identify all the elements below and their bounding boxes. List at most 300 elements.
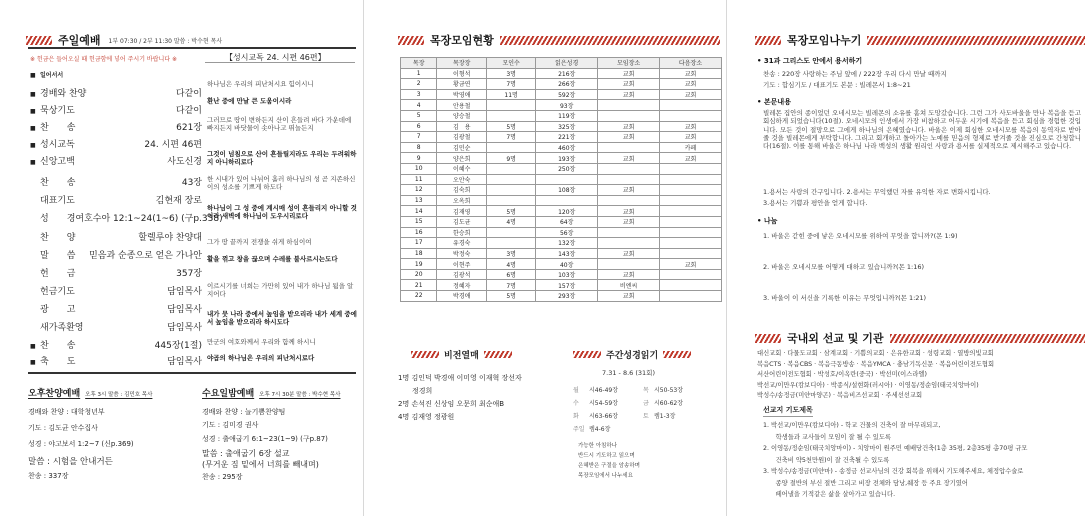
bullet-icon: ■: [30, 343, 36, 350]
table-row: [401, 238, 722, 249]
order-item: [30, 70, 202, 79]
order-item: [30, 266, 202, 279]
table-cell: [487, 142, 536, 153]
table-cell: 오안숙: [437, 174, 487, 185]
table-row: [401, 142, 722, 153]
stripe-deco: [663, 351, 691, 358]
divider: [28, 47, 356, 49]
group-table: [400, 57, 722, 302]
sharing-title-text: 목장모임나누기: [787, 34, 862, 47]
point-line: 3.용서는 기쁨과 평안을 얻게 합니다.: [763, 199, 868, 207]
order-label: [30, 302, 75, 315]
reading-day: 토: [643, 413, 649, 420]
table-cell: 7명: [487, 132, 536, 143]
table-cell: 안용철: [437, 100, 487, 111]
groups-title-text: 목장모임현황: [430, 34, 494, 47]
table-cell: [487, 238, 536, 249]
table-cell: 293장: [536, 291, 598, 302]
table-row: [401, 291, 722, 302]
order-item: [30, 137, 202, 150]
table-cell: 93장: [536, 100, 598, 111]
order-item: [30, 338, 202, 351]
table-header-cell: 모인수: [487, 58, 536, 69]
order-label: [30, 193, 75, 206]
vision-line: 4명 김재영 정광원: [398, 413, 455, 421]
bullet-icon: ■: [30, 72, 36, 79]
order-label-text: 새가족환영: [40, 323, 84, 333]
wednesday-line: (무거운 짐 밑에서 너희를 빼내며): [202, 460, 319, 469]
table-cell: 박정숙: [437, 248, 487, 259]
order-label-text: 일어서서: [40, 72, 64, 79]
table-cell: 20: [401, 269, 437, 280]
table-cell: 정혜자: [437, 280, 487, 291]
bullet-icon: ■: [30, 108, 36, 115]
table-cell: 12: [401, 185, 437, 196]
table-cell: [660, 163, 722, 174]
order-item: [30, 302, 202, 315]
table-cell: 9: [401, 153, 437, 164]
prayer-line: 1. 박선교/이만우(캄보디아) - 학교 건물의 건축이 잘 마무리되고,: [763, 422, 941, 429]
table-row: [401, 195, 722, 206]
table-cell: 143장: [536, 248, 598, 259]
vision-line: 1명 김인덕 박경애 이미영 이재혁 장선자: [398, 374, 522, 382]
reading-line: 그것이 넘침으로 산이 흔들릴지라도 우리는 두려워하지 아니하리로다: [207, 150, 357, 166]
point-line: 1.용서는 사랑의 간구입니다. 2.용서는 무익했던 자를 유익한 자로 변화시킵니다.: [763, 188, 991, 196]
order-item: [30, 193, 202, 206]
order-label: [30, 120, 75, 133]
table-cell: 16: [401, 227, 437, 238]
order-value: 할렐루야 찬양대: [138, 233, 202, 243]
table-row: [401, 259, 722, 270]
table-cell: 김민순: [437, 142, 487, 153]
prayer-line: 2. 이영동/정순임(태국치앙마이) - 치앙마이 원주민 예배당건축(1층 35평, 2층35평 총70평 규모: [763, 445, 1028, 452]
mission-line: 서산어린이전도협회 · 박성호/이옥란(중국) · 박선미(이스라엘): [757, 371, 927, 378]
table-cell: 11: [401, 174, 437, 185]
share-question: 3. 바울이 이 서신을 기록한 이유는 무엇입니까?(몬 1:21): [763, 294, 927, 302]
group-table-body: [401, 68, 722, 301]
table-cell: 양은희: [437, 153, 487, 164]
table-cell: 박경애: [437, 291, 487, 302]
table-cell: 교회: [598, 79, 660, 90]
order-item: [30, 175, 202, 188]
afternoon-sub: 오후 3시 말씀 : 김민호 목사: [85, 392, 153, 398]
bullet-icon: ■: [30, 125, 36, 132]
table-row: [401, 185, 722, 196]
reading-chapter: 시63-66장: [589, 413, 619, 420]
table-cell: 21: [401, 280, 437, 291]
table-cell: 유경숙: [437, 238, 487, 249]
table-cell: 김재영: [437, 206, 487, 217]
table-cell: 18: [401, 248, 437, 259]
table-cell: 132장: [536, 238, 598, 249]
order-item: [30, 230, 202, 243]
table-cell: 64장: [536, 216, 598, 227]
reading-day: 화: [573, 413, 579, 420]
table-cell: 8: [401, 142, 437, 153]
table-cell: 박영애: [437, 89, 487, 100]
table-cell: 교회: [598, 185, 660, 196]
order-label-text: 성 경: [40, 214, 76, 224]
stripe-deco: [755, 36, 781, 45]
stripe-deco: [890, 334, 1086, 343]
afternoon-line: 경배와 찬양 : 대학청년부: [28, 408, 105, 416]
order-value: 다같이: [175, 106, 202, 116]
reading-line: 그가 땅 끝까지 전쟁을 쉬게 하심이여: [207, 238, 312, 246]
table-row: [401, 216, 722, 227]
order-value: 43장: [181, 178, 202, 188]
order-label-text: 찬 송: [40, 123, 76, 133]
table-cell: [660, 238, 722, 249]
table-row: [401, 280, 722, 291]
table-cell: 김광철: [437, 132, 487, 143]
stripe-deco: [755, 334, 781, 343]
table-cell: 5명: [487, 206, 536, 217]
table-cell: [660, 206, 722, 217]
table-cell: 325장: [536, 121, 598, 132]
order-label: [30, 137, 75, 150]
table-cell: 592장: [536, 89, 598, 100]
table-cell: 교회: [598, 206, 660, 217]
content-text: 빌레몬 집안의 종이었던 오네시모는 빌레몬의 소유를 훔쳐 도망갔습니다. 그런 그가 사도바울을 만나 복음을 듣고 회심하게 되었습니다(10절). 오네시모의 인생에서 가장 비참하고 어두운 시기에 복음을 듣고 회심을 경험한 것입니다. 모든 것이 절망으로 그에게 하나님의 은혜였습니다. 바울은 이제 회심한 오네시모를 복음의 동역자로 받아줄 것을 빌레몬에게 부탁합니다. 그리고 회개하고 돌아가는 노예를 믿음의 형제로 받겨줄 것을 진심으로 간청합니다(16절). 이를 통해 바울은 하나님 나라 백성의 생활 원리인 사랑과 용서를 실제적으로 제시해주고 있습니다.: [763, 109, 1081, 151]
table-cell: [487, 185, 536, 196]
order-label: [30, 284, 75, 297]
reading-line: 이르시기를 너희는 가만히 있어 내가 하나님 됨을 알지어다: [207, 282, 354, 298]
vision-line: 정경희: [398, 387, 433, 395]
wednesday-title: [202, 386, 340, 399]
wednesday-line: 말씀 : 출애굽기 6장 설교: [202, 449, 290, 458]
table-header-cell: 목장: [401, 58, 437, 69]
table-header-cell: 목장장: [437, 58, 487, 69]
worship-time: 1부 07:30 / 2부 11:30 말씀 : 박수현 목사: [108, 37, 223, 45]
vision-title: [406, 348, 517, 361]
table-cell: 119장: [536, 110, 598, 121]
table-cell: 40장: [536, 259, 598, 270]
table-cell: [487, 227, 536, 238]
share-question: 2. 바울은 오네시모를 어떻게 대하고 있습니까?(몬 1:16): [763, 263, 925, 271]
order-value: 담임목사: [167, 323, 202, 333]
table-cell: 22: [401, 291, 437, 302]
table-cell: [598, 195, 660, 206]
table-row: [401, 206, 722, 217]
offering-notice: ※ 헌금은 들어오실 때 헌금함에 넣어 주시기 바랍니다 ※: [30, 56, 178, 63]
prayer-line: 기도 : 합심기도 / 대표기도 본문 : 빌레몬서 1:8~21: [763, 81, 911, 89]
vision-line: 2명 손석진 신상임 오문희 최순애B: [398, 400, 505, 408]
reading-chapter: 시60-62장: [654, 400, 684, 407]
order-value: 621장: [176, 123, 202, 133]
wednesday-line: 경배와 찬양 : 늘기쁨찬양팀: [202, 408, 286, 416]
panel-worship: [0, 0, 363, 516]
table-cell: [660, 216, 722, 227]
table-cell: 193장: [536, 153, 598, 164]
order-value: 담임목사: [167, 305, 202, 315]
order-item: [30, 120, 202, 133]
table-cell: [536, 195, 598, 206]
table-cell: [598, 227, 660, 238]
reading-chapter: 시54-59장: [589, 400, 619, 407]
panel-sharing: [727, 0, 1091, 516]
order-label-text: 헌 금: [40, 269, 76, 279]
table-cell: 108장: [536, 185, 598, 196]
table-cell: 5명: [487, 291, 536, 302]
order-label: [30, 103, 75, 116]
table-cell: [660, 100, 722, 111]
lesson-title: • 31과 그리스도 안에서 용서하기: [757, 57, 863, 65]
table-cell: 266장: [536, 79, 598, 90]
table-header-cell: 읽은성경: [536, 58, 598, 69]
bullet-icon: ■: [30, 159, 36, 166]
table-cell: [660, 280, 722, 291]
bullet-icon: ■: [30, 142, 36, 149]
table-row: [401, 110, 722, 121]
table-cell: 오옥희: [437, 195, 487, 206]
group-table-header: [401, 58, 722, 69]
table-cell: 56장: [536, 227, 598, 238]
reading-chapter: 시50-53장: [654, 387, 684, 394]
order-item: [30, 211, 223, 224]
table-cell: 이혜수: [437, 163, 487, 174]
table-cell: [598, 100, 660, 111]
table-cell: [660, 195, 722, 206]
reading-title: [568, 348, 696, 361]
sharing-title: [755, 32, 1085, 48]
table-cell: 7명: [487, 280, 536, 291]
table-cell: 김광석: [437, 269, 487, 280]
reading-line: 하나님이 그 성 중에 계시매 성이 흔들리지 아니할 것이라 새벽에 하나님이 도우시리로다: [207, 204, 357, 220]
table-cell: 13: [401, 195, 437, 206]
table-cell: [487, 163, 536, 174]
order-label-text: 찬 송: [40, 341, 76, 351]
table-cell: 9명: [487, 153, 536, 164]
table-cell: 교회: [598, 89, 660, 100]
table-cell: 교회: [598, 132, 660, 143]
table-cell: 이형석: [437, 68, 487, 79]
table-cell: [536, 174, 598, 185]
table-cell: 비엔씨: [598, 280, 660, 291]
wednesday-sub: 오후 7시 30분 말씀 : 박수현 목사: [259, 392, 341, 398]
table-row: [401, 68, 722, 79]
mission-title-text: 국내외 선교 및 기관: [787, 332, 884, 345]
table-cell: 103장: [536, 269, 598, 280]
reading-day: 수: [573, 400, 579, 407]
stripe-deco: [26, 36, 52, 45]
order-item: [30, 103, 202, 116]
order-label-text: 헌금기도: [40, 287, 75, 297]
order-label-text: 대표기도: [40, 196, 75, 206]
mission-title: [755, 330, 1085, 346]
bullet-icon: ■: [30, 359, 36, 366]
reading-line: 그러므로 땅이 변하든지 산이 흔들려 바다 가운데에 빠지든지 바닷물이 솟아나고 뛰놀든지: [207, 116, 352, 132]
order-label: [30, 70, 63, 79]
mission-line: 박선교/이만우(캄보디아) · 박종식/설현화(러시아) · 이영동/정순임(태국치앙마이): [757, 381, 979, 389]
order-value: 믿음과 순종으로 얻은 가나안: [89, 251, 202, 261]
table-cell: 3명: [487, 248, 536, 259]
table-cell: 교회: [660, 68, 722, 79]
share-question: 1. 바울은 갇힌 중에 낳은 오네시모를 위하여 무엇을 합니까?(몬 1:9): [763, 232, 958, 240]
order-label: [30, 338, 75, 351]
stripe-deco: [867, 36, 1085, 45]
order-label: [30, 354, 75, 367]
table-cell: 교회: [660, 259, 722, 270]
vision-title-text: 비전열매: [444, 351, 479, 361]
order-value: 357장: [176, 269, 202, 279]
wednesday-line: 기도 : 김미경 권사: [202, 421, 259, 429]
groups-title: [398, 32, 720, 48]
table-cell: 이현주: [437, 259, 487, 270]
mission-line: 대신교회 · 다물도교회 · 삼계교회 · 기쁨의교회 · 은유한교회 · 성령교회 · 열방의빛교회: [757, 350, 994, 357]
stripe-deco: [500, 36, 720, 45]
afternoon-line: 성경 : 야고보서 1:2~7 (신p.369): [28, 440, 134, 448]
table-cell: 양승철: [437, 110, 487, 121]
reading-line: 한 시내가 있어 나뉘어 흘러 하나님의 성 곧 지존하신 이의 성소를 기쁘게 하도다: [207, 175, 356, 191]
worship-title: [26, 32, 356, 48]
table-cell: [660, 174, 722, 185]
table-cell: 120장: [536, 206, 598, 217]
table-cell: 19: [401, 259, 437, 270]
table-cell: 한승희: [437, 227, 487, 238]
reading-day: 주일: [573, 426, 585, 433]
table-cell: [598, 174, 660, 185]
order-label: [30, 154, 75, 167]
stripe-deco: [398, 36, 424, 45]
reading-line: 내가 뭇 나라 중에서 높임을 받으리라 내가 세계 중에서 높임을 받으리라 하시도다: [207, 310, 357, 326]
table-cell: 6명: [487, 269, 536, 280]
table-cell: 4명: [487, 259, 536, 270]
table-cell: 250장: [536, 163, 598, 174]
order-label: [30, 248, 75, 261]
table-cell: [660, 248, 722, 259]
table-cell: 4: [401, 100, 437, 111]
wednesday-title-text: 수요일밤예배: [202, 389, 255, 399]
table-cell: [598, 259, 660, 270]
order-label-text: 찬 양: [40, 233, 76, 243]
order-label-text: 묵상기도: [40, 106, 75, 116]
table-row: [401, 174, 722, 185]
order-value: 담임목사: [167, 287, 202, 297]
table-cell: 2: [401, 79, 437, 90]
order-label: [30, 320, 83, 333]
stripe-deco: [484, 351, 512, 358]
afternoon-title-text: 오후찬양예배: [28, 389, 81, 399]
reading-note: 목장모임에서 나누세요: [578, 473, 633, 479]
table-cell: 교회: [598, 291, 660, 302]
wednesday-line: 성경 : 출애굽기 6:1~23(1~9) (구p.87): [202, 435, 328, 443]
order-item: [30, 248, 202, 261]
reading-line: 만군의 여호와께서 우리와 함께 하시니: [207, 338, 316, 346]
table-row: [401, 269, 722, 280]
table-cell: 14: [401, 206, 437, 217]
content-title: • 본문내용: [757, 98, 791, 106]
table-cell: 김도균: [437, 216, 487, 227]
reading-day: 금: [643, 400, 649, 407]
worship-title-text: 주일예배: [58, 34, 101, 47]
table-cell: [660, 269, 722, 280]
share-title: • 나눔: [757, 217, 778, 225]
prayer-title: 선교지 기도제목: [763, 405, 813, 417]
table-cell: 6: [401, 121, 437, 132]
table-cell: 221장: [536, 132, 598, 143]
mission-line: 박성수/송정금(미얀마양곤) · 복음비즈선교회 · 주세선선교회: [757, 392, 923, 399]
order-value: 담임목사: [167, 357, 202, 367]
prayer-line: 떼어낼을 기적같은 삶을 살아가고 있습니다.: [763, 491, 896, 498]
order-label-text: 찬 송: [40, 178, 76, 188]
reading-day: 목: [643, 387, 649, 394]
order-item: [30, 284, 202, 297]
bullet-icon: ■: [30, 91, 36, 98]
table-cell: 15: [401, 216, 437, 227]
table-cell: 황금연: [437, 79, 487, 90]
afternoon-title: [28, 386, 152, 399]
table-cell: [487, 174, 536, 185]
table-cell: 김숙희: [437, 185, 487, 196]
order-label: [30, 230, 75, 243]
table-header-cell: 모임장소: [598, 58, 660, 69]
table-cell: 4명: [487, 216, 536, 227]
reading-line: 활을 꺾고 창을 끊으며 수레를 불사르시는도다: [207, 255, 338, 263]
table-cell: 교회: [660, 132, 722, 143]
table-row: [401, 227, 722, 238]
table-cell: 5: [401, 110, 437, 121]
table-cell: 157장: [536, 280, 598, 291]
table-row: [401, 100, 722, 111]
table-cell: [598, 110, 660, 121]
order-value: 여호수아 12:1~24(1~6) (구p.338): [75, 214, 223, 224]
table-cell: 1: [401, 68, 437, 79]
table-row: [401, 132, 722, 143]
afternoon-line: 기도 : 김도균 안수집사: [28, 424, 98, 432]
reading-chapter: 시46-49장: [589, 387, 619, 394]
table-cell: 5명: [487, 121, 536, 132]
order-value: 사도신경: [167, 157, 202, 167]
reading-title-text: 주간성경읽기: [606, 351, 659, 361]
reading-line: 하나님은 우리의 피난처시요 힘이시니: [207, 80, 314, 88]
table-cell: 7: [401, 132, 437, 143]
order-value: 24. 시편 46편: [144, 140, 202, 150]
order-label-text: 신앙고백: [40, 157, 75, 167]
reading-note: 은혜받은 구절을 암송하며: [578, 463, 640, 469]
table-cell: [660, 227, 722, 238]
table-cell: 7명: [487, 79, 536, 90]
divider: [205, 62, 355, 63]
prayer-line: 3. 박성수/송정금(미얀마) - 송정금 선교사님의 건강 회복을 위해서 기도해주세요, 체정압수술로: [763, 468, 1024, 475]
stripe-deco: [411, 351, 439, 358]
reading-chapter: 렘4-6장: [589, 426, 611, 433]
order-label: [30, 175, 75, 188]
table-cell: 10: [401, 163, 437, 174]
afternoon-line: 말씀 : 시험을 안내거든: [28, 457, 113, 467]
table-cell: [598, 163, 660, 174]
table-cell: [598, 238, 660, 249]
table-cell: 교회: [660, 153, 722, 164]
table-row: [401, 153, 722, 164]
hymn-line: 찬송 : 220장 사랑하는 주님 앞에 / 222장 우리 다시 만날 때까지: [763, 70, 947, 78]
prayer-line: 종양 절반의 부신 절반 그리고 비장 전체와 담낭,췌장 등 주요 장기였어: [763, 479, 968, 487]
table-cell: 교회: [598, 68, 660, 79]
table-cell: 카페: [660, 142, 722, 153]
reading-chapter: 렘1-3장: [654, 413, 676, 420]
table-cell: 460장: [536, 142, 598, 153]
table-row: [401, 248, 722, 259]
table-cell: 교회: [598, 121, 660, 132]
table-row: [401, 121, 722, 132]
table-cell: [487, 110, 536, 121]
order-label-text: 광 고: [40, 305, 76, 315]
order-item: [30, 354, 202, 367]
wednesday-line: 찬송 : 295장: [202, 473, 243, 481]
order-label-text: 성시교독: [40, 140, 75, 150]
afternoon-line: 찬송 : 337장: [28, 472, 69, 480]
table-header-cell: 다음장소: [660, 58, 722, 69]
order-value: 김현재 장로: [155, 196, 202, 206]
